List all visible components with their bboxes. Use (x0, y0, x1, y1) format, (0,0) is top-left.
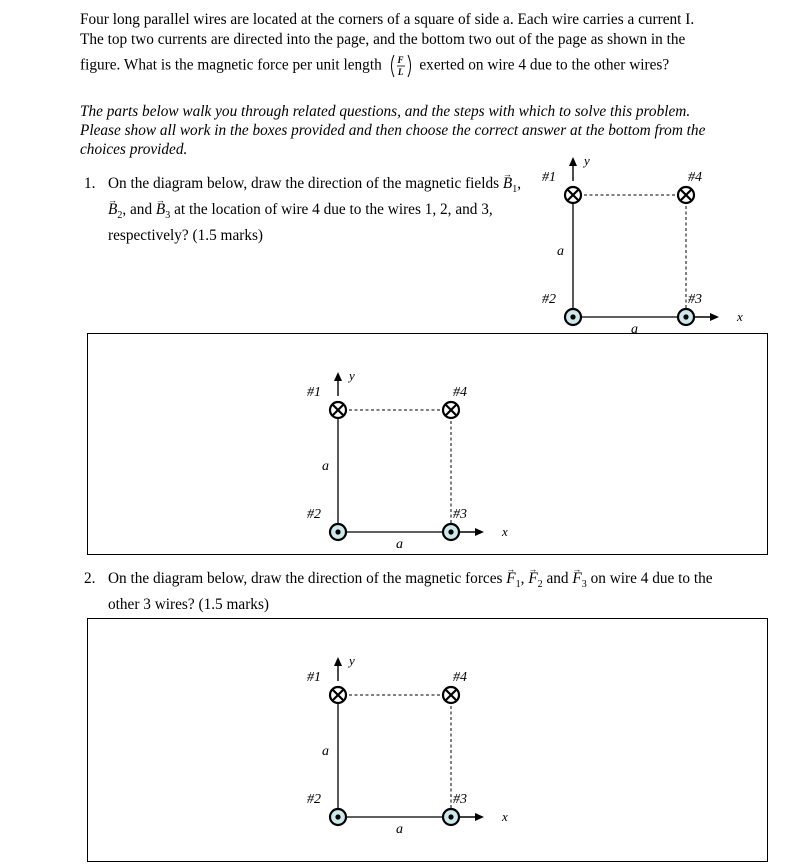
x-axis-arrowhead (475, 528, 484, 536)
force-per-length-fraction (388, 54, 414, 78)
question-1: 1. On the diagram below, draw the direction of the magnetic fields → $B_1$, → $B_2$, and → $B_3$ at the location of wire 4 due to the wires 1, 2, and 3, respectively? (1.5 marks) (84, 174, 524, 246)
box2-wire-diagram (305, 655, 525, 845)
y-axis-label: y (349, 653, 355, 668)
side-length-label: a (322, 459, 329, 474)
wire-1-into-page-icon (565, 187, 581, 203)
bottom-side-length-label: a (396, 822, 403, 837)
question-2-text-b: on wire 4 due to the other 3 wires? (1.5 marks) (108, 570, 713, 614)
problem-line-3-start: figure. What is the magnetic force per unit length (80, 56, 382, 74)
wire-2-out-of-page-icon (330, 524, 346, 540)
vector-f2: → $F_2$ (528, 569, 542, 595)
guidance-text: The parts below walk you through related questions, and the steps with which to solve this problem. Please show all work in the boxes provided and then choose the correct answer at the bottom from the choices provided. (80, 103, 706, 158)
wire-1-label: #1 (307, 385, 321, 400)
wire-1-label: #1 (542, 170, 556, 185)
vector-f1: → $F_1$ (506, 569, 520, 595)
y-axis-arrowhead (334, 657, 342, 666)
fraction-numerator: F (397, 55, 404, 65)
wire-2-label: #2 (307, 792, 321, 807)
wire-3-out-of-page-icon (443, 524, 459, 540)
fraction-denominator: L (397, 67, 404, 77)
wire-2-label: #2 (542, 292, 556, 307)
wire-4-label: #4 (688, 170, 702, 185)
bottom-side-length-label: a (396, 537, 403, 552)
vector-b3: → $B_3$ (156, 200, 170, 226)
wire-4-label: #4 (453, 670, 467, 685)
side-length-label: a (322, 744, 329, 759)
wire-1-label: #1 (307, 670, 321, 685)
y-axis-arrowhead (569, 157, 577, 166)
x-axis-label: x (502, 524, 508, 539)
question-1-number: 1. (84, 175, 96, 192)
side-length-label: a (557, 244, 564, 259)
x-axis-arrowhead (710, 313, 719, 321)
wire-3-label: #3 (688, 292, 702, 307)
bottom-side-length-label: a (631, 322, 638, 337)
y-axis-label: y (584, 153, 590, 168)
question-2: 2. On the diagram below, draw the direction of the magnetic forces → $F_1$, → $F_2$ and → $F_3$ on wire 4 due to the other 3 wires? (1.5 marks) (84, 569, 744, 615)
wire-3-label: #3 (453, 507, 467, 522)
wire-3-out-of-page-icon (678, 309, 694, 325)
problem-line-1: Four long parallel wires are located at the corners of a square of side a. Each wire carries a current I. (80, 11, 695, 28)
y-axis-label: y (349, 368, 355, 383)
wire-2-label: #2 (307, 507, 321, 522)
wire-1-into-page-icon (330, 402, 346, 418)
x-axis-label: x (502, 809, 508, 824)
vector-f3: → $F_3$ (572, 569, 586, 595)
y-axis-arrowhead (334, 372, 342, 381)
wire-3-out-of-page-icon (443, 809, 459, 825)
question-1-text-b: at the location of wire 4 due to the wires 1, 2, and 3, respectively? (1.5 marks) (108, 201, 493, 245)
problem-line-3 (80, 54, 730, 78)
reference-wire-diagram (540, 155, 760, 345)
x-axis-label: x (737, 309, 743, 324)
question-1-text-a: On the diagram below, draw the direction of the magnetic fields (108, 175, 500, 192)
x-axis-arrowhead (475, 813, 484, 821)
vector-b1: → $B_1$ (503, 174, 517, 200)
wire-1-into-page-icon (330, 687, 346, 703)
question-2-number: 2. (84, 570, 96, 587)
wire-4-into-page-icon (443, 402, 459, 418)
problem-line-2: The top two currents are directed into the page, and the bottom two out of the page as shown in the (80, 31, 686, 48)
problem-line-3-end: exerted on wire 4 due to the other wires? (419, 56, 670, 74)
problem-statement (80, 10, 730, 78)
box1-wire-diagram (305, 370, 525, 560)
question-2-text-a: On the diagram below, draw the direction of the magnetic forces (108, 570, 503, 587)
wire-4-into-page-icon (678, 187, 694, 203)
vector-b2: → $B_2$ (108, 200, 122, 226)
wire-2-out-of-page-icon (565, 309, 581, 325)
wire-4-label: #4 (453, 385, 467, 400)
wire-2-out-of-page-icon (330, 809, 346, 825)
wire-4-into-page-icon (443, 687, 459, 703)
wire-3-label: #3 (453, 792, 467, 807)
